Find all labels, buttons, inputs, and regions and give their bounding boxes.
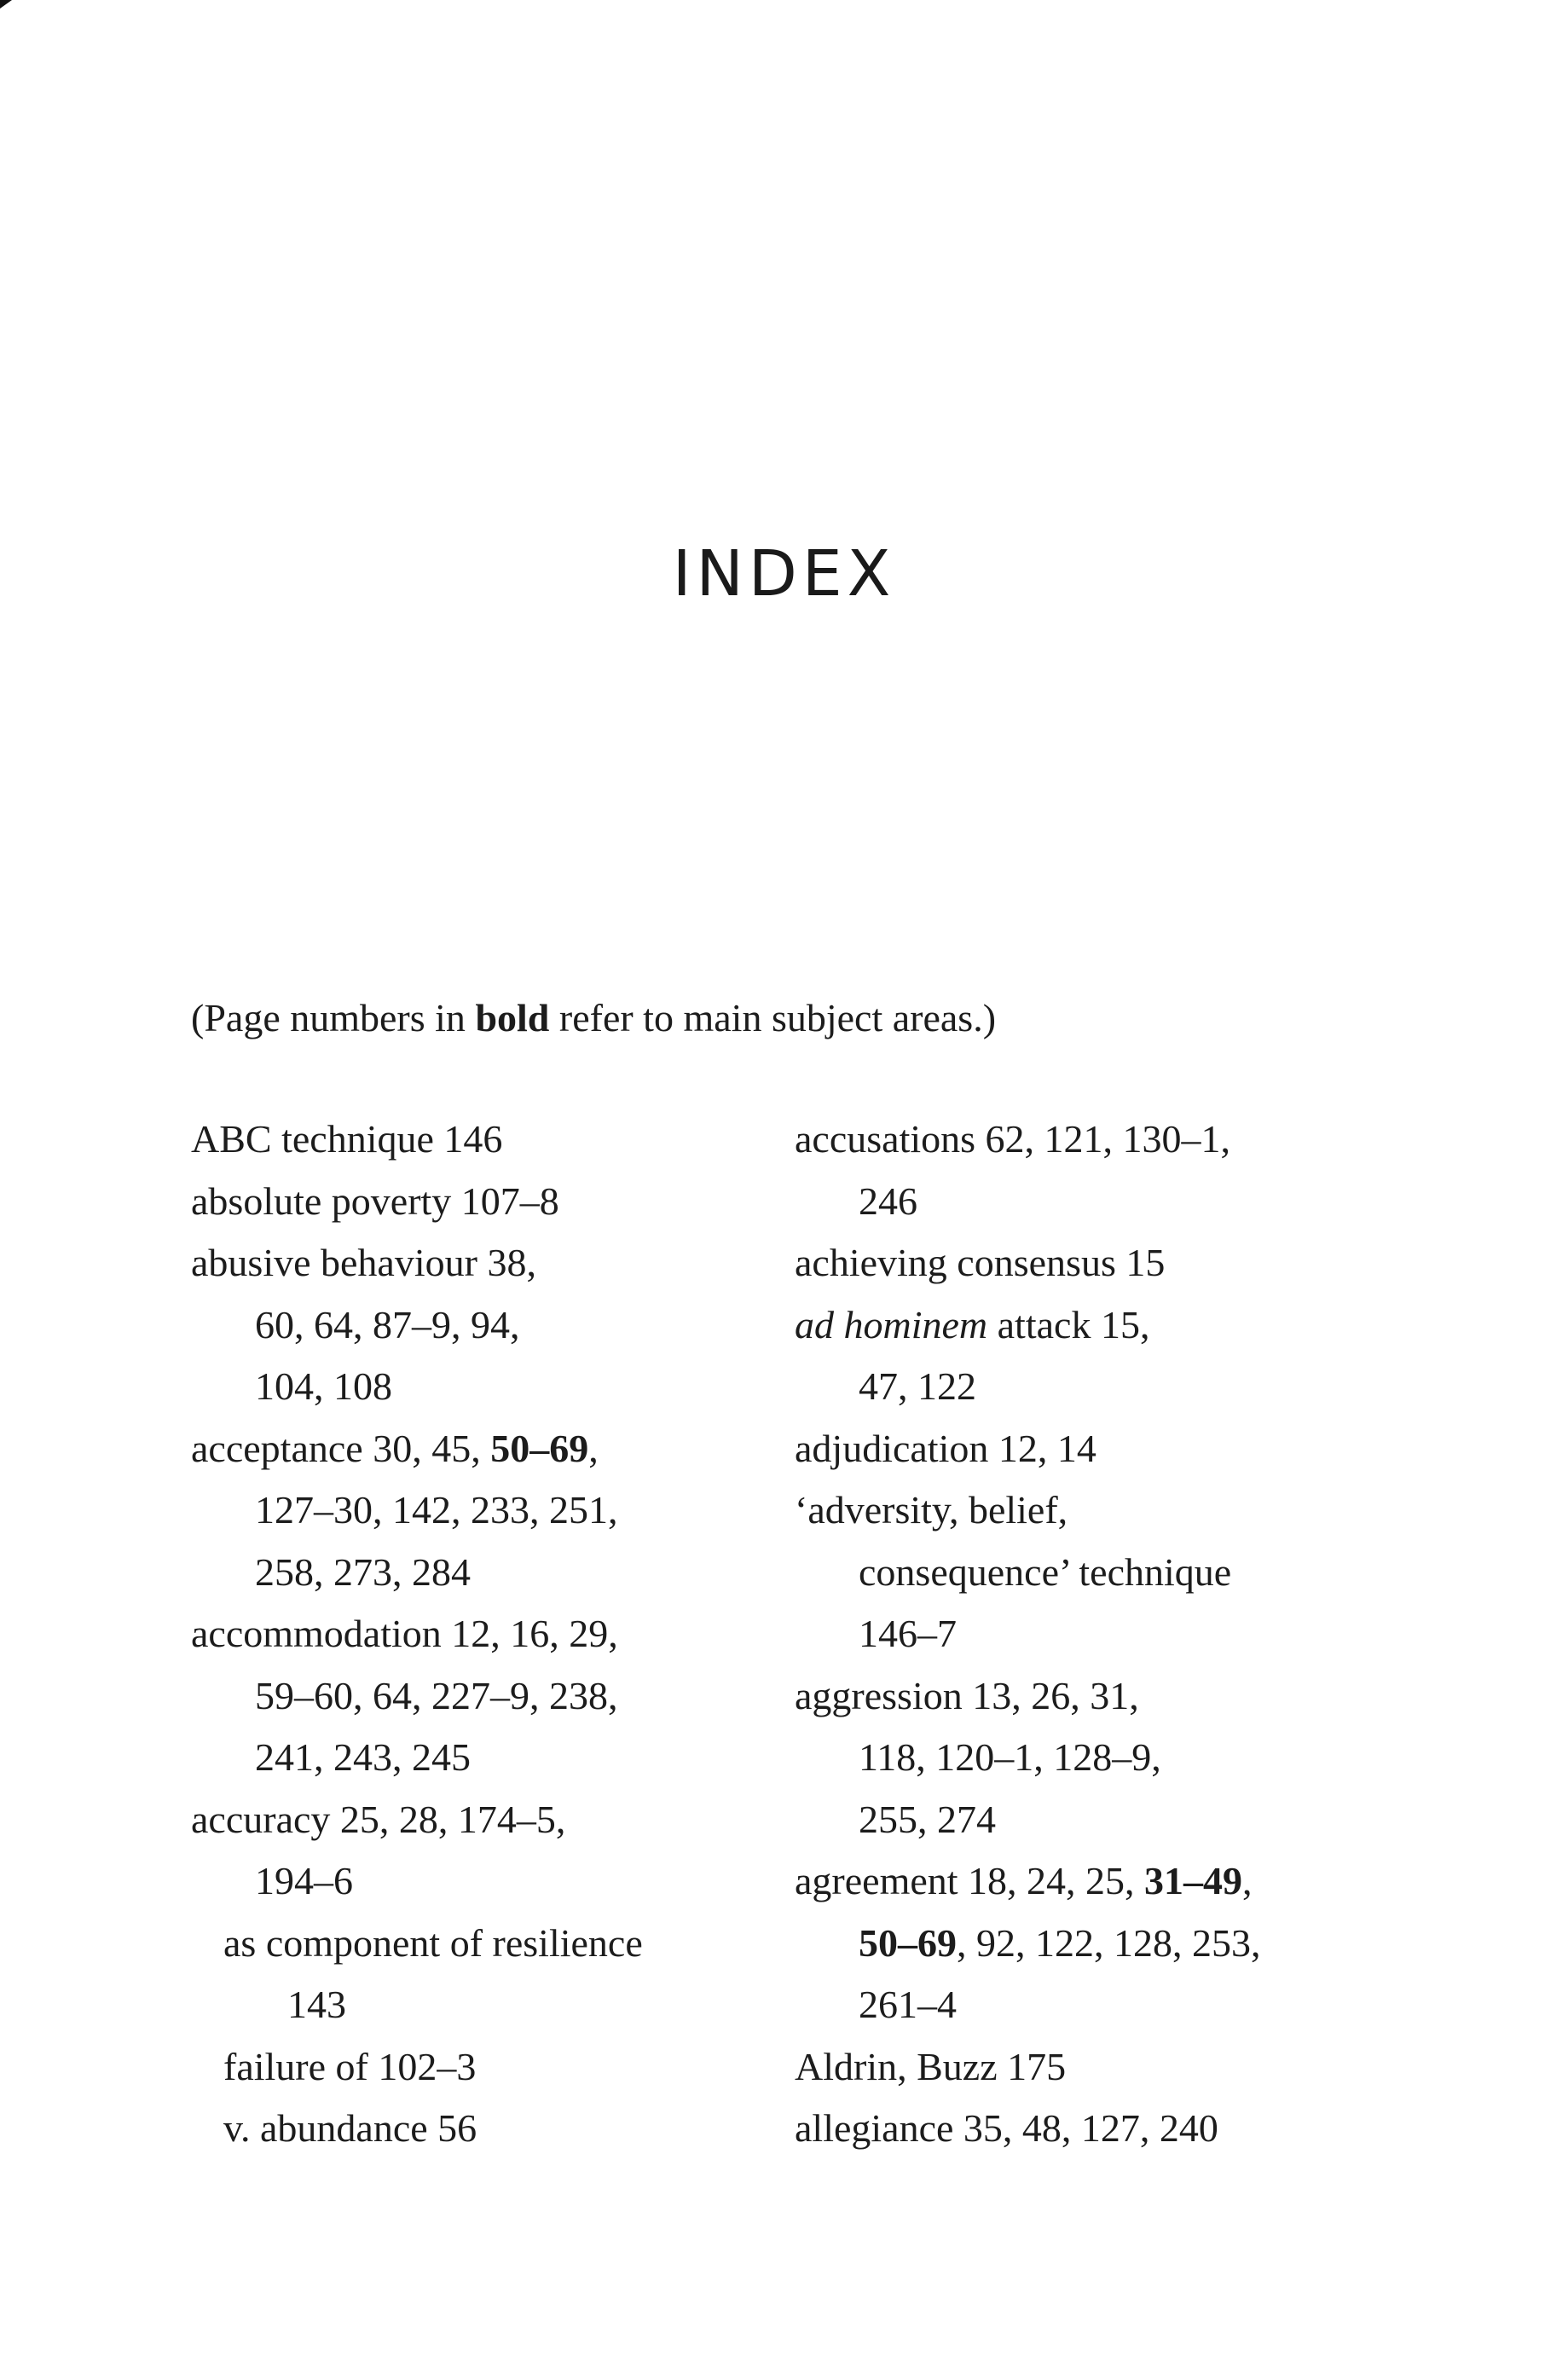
index-subentry-v-abundance (191, 2098, 737, 2160)
entry-text: , (1242, 1859, 1253, 1902)
entry-line (795, 1294, 1340, 1357)
index-entry-accusations (795, 1109, 1340, 1232)
index-entry-accuracy (191, 1789, 737, 2160)
intro-text-before: (Page numbers in (191, 996, 476, 1039)
entry-line (795, 1850, 1340, 1913)
entry-line-continuation: 59–60, 64, 227–9, 238, (255, 1673, 618, 1717)
main-subject-pages: 50–69 (490, 1426, 589, 1470)
entry-line-continuation: 258, 273, 284 (255, 1549, 471, 1594)
intro-bold-word: bold (475, 996, 550, 1039)
entry-line-continuation: 241, 243, 245 (255, 1735, 471, 1779)
entry-text: attack 15, (987, 1302, 1150, 1346)
intro-text-after: refer to main subject areas.) (549, 996, 997, 1039)
index-entry-aggression (795, 1665, 1340, 1851)
index-entry-abc-technique (191, 1109, 737, 1171)
entry-line: absolute poverty 107–8 (191, 1178, 559, 1223)
entry-line-continuation: 104, 108 (255, 1364, 392, 1408)
page-title: INDEX (672, 537, 896, 611)
entry-line-continuation: 146–7 (859, 1612, 957, 1655)
entry-text: agreement 18, 24, 25, (795, 1859, 1145, 1902)
index-entry-accommodation (191, 1603, 737, 1789)
entry-line-continuation: 261–4 (859, 1983, 957, 2026)
entry-text: acceptance 30, 45, (191, 1426, 491, 1470)
entry-line: allegiance 35, 48, 127, 240 (795, 2106, 1218, 2150)
entry-line: abusive behaviour 38, (191, 1241, 536, 1284)
subentry-line-continuation: 143 (287, 1983, 346, 2026)
entry-line-continuation: 60, 64, 87–9, 94, (255, 1302, 520, 1346)
entry-line-continuation: 246 (859, 1178, 917, 1223)
index-intro-note (191, 987, 996, 1049)
scan-corner-mark (0, 0, 12, 9)
index-entry-agreement (795, 1850, 1340, 2036)
italic-term: ad hominem (795, 1302, 988, 1346)
main-subject-pages: 31–49 (1144, 1859, 1243, 1902)
entry-line-continuation: 118, 120–1, 128–9, (859, 1735, 1161, 1779)
subentry-line: as component of resilience (223, 1920, 643, 1965)
index-entry-acceptance (191, 1418, 737, 1604)
entry-line: Aldrin, Buzz 175 (795, 2044, 1067, 2088)
index-subentry-component-of-resilience (191, 1913, 737, 2036)
index-entry-allegiance (795, 2098, 1340, 2160)
entry-line-continuation: consequence’ technique (859, 1549, 1232, 1594)
index-entry-achieving-consensus (795, 1232, 1340, 1294)
entry-text: , 92, 122, 128, 253, (957, 1920, 1261, 1965)
index-column-left (191, 1109, 737, 2160)
index-entry-aldrin-buzz (795, 2036, 1340, 2099)
index-entry-adjudication (795, 1418, 1340, 1480)
index-column-right (795, 1109, 1340, 2160)
entry-line-continuation: 255, 274 (859, 1797, 996, 1841)
entry-line (191, 1418, 737, 1480)
entry-line-continuation (795, 1913, 1340, 1975)
subentry-line: failure of 102–3 (223, 2044, 477, 2088)
subentry-line: v. abundance 56 (223, 2106, 477, 2150)
entry-line: accuracy 25, 28, 174–5, (191, 1797, 566, 1841)
entry-line: accusations 62, 121, 130–1, (795, 1117, 1231, 1161)
index-entry-abusive-behaviour (191, 1232, 737, 1418)
entry-line: ABC technique 146 (191, 1117, 503, 1161)
entry-line-continuation: 47, 122 (859, 1364, 976, 1408)
entry-line: ‘adversity, belief, (795, 1488, 1068, 1532)
index-entry-adversity-belief-consequence (795, 1479, 1340, 1665)
entry-text: , (588, 1426, 599, 1470)
entry-line-continuation: 194–6 (255, 1859, 353, 1902)
entry-line: achieving consensus 15 (795, 1241, 1166, 1284)
entry-line-continuation: 127–30, 142, 233, 251, (255, 1488, 618, 1532)
index-subentry-failure-of (191, 2036, 737, 2099)
entry-line: adjudication 12, 14 (795, 1426, 1096, 1470)
entry-line: aggression 13, 26, 31, (795, 1673, 1139, 1717)
entry-line: accommodation 12, 16, 29, (191, 1612, 618, 1655)
index-entry-ad-hominem (795, 1294, 1340, 1418)
main-subject-pages: 50–69 (859, 1920, 957, 1965)
index-entry-absolute-poverty (191, 1171, 737, 1233)
